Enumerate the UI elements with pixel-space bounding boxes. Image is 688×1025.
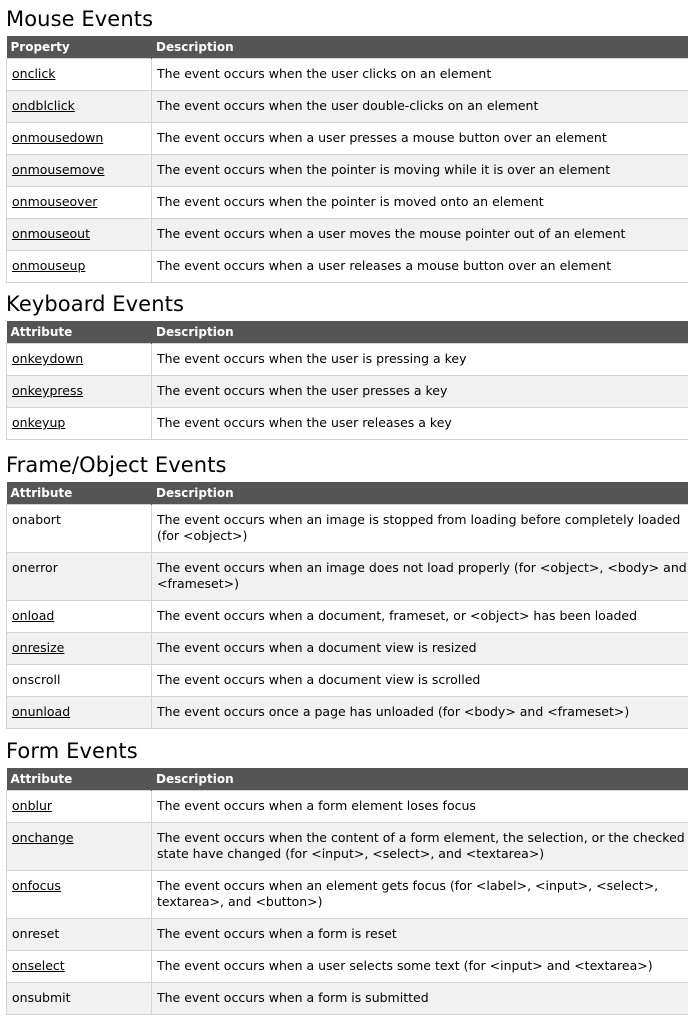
table-row [7,919,688,951]
property-cell [7,91,152,123]
description-cell: The event occurs when the user releases a key [152,408,688,440]
description-cell: The event occurs when a user presses a mouse button over an element [152,123,688,155]
property-link[interactable]: onblur [12,798,53,813]
column-header-description: Description [152,321,688,344]
description-cell: The event occurs once a page has unloaded (for <body> and <frameset>) [152,697,688,729]
table-row [7,601,688,633]
property-link[interactable]: onfocus [12,878,61,893]
property-cell [7,344,152,376]
description-cell: The event occurs when the pointer is moved onto an element [152,187,688,219]
description-cell: The event occurs when a form is reset [152,919,688,951]
property-cell [7,187,152,219]
table-row [7,665,688,697]
description-cell: The event occurs when a document, frameset, or <object> has been loaded [152,601,688,633]
description-cell: The event occurs when the user is pressing a key [152,344,688,376]
table-row [7,553,688,601]
property-name: onsubmit [12,990,71,1005]
section-title: Keyboard Events [6,292,184,316]
description-cell: The event occurs when an image does not load properly (for <object>, <body> and <frameset>) [152,553,688,601]
column-header-property: Property [7,36,152,59]
section-title: Form Events [6,739,138,763]
table-row [7,59,688,91]
events-table [6,36,688,283]
events-table [6,768,688,1015]
property-link[interactable]: onload [12,608,55,623]
description-cell: The event occurs when a user releases a mouse button over an element [152,251,688,283]
description-cell: The event occurs when the user double-clicks on an element [152,91,688,123]
property-cell [7,601,152,633]
column-header-attribute: Attribute [7,321,152,344]
property-cell [7,155,152,187]
section-keyboard-events [0,287,688,440]
section-mouse-events [0,2,688,283]
property-cell [7,871,152,919]
description-cell: The event occurs when a document view is scrolled [152,665,688,697]
property-name: onerror [12,560,58,575]
table-row [7,123,688,155]
property-link[interactable]: onresize [12,640,65,655]
property-link[interactable]: onmousedown [12,130,104,145]
property-cell [7,376,152,408]
table-row [7,344,688,376]
property-cell [7,59,152,91]
property-link[interactable]: onmousemove [12,162,105,177]
property-link[interactable]: onkeyup [12,415,66,430]
description-cell: The event occurs when a form is submitted [152,983,688,1015]
property-cell [7,791,152,823]
events-table [6,482,688,729]
property-link[interactable]: onmouseup [12,258,86,273]
events-table [6,321,688,440]
column-header-description: Description [152,768,688,791]
description-cell: The event occurs when the pointer is moving while it is over an element [152,155,688,187]
property-cell [7,505,152,553]
description-cell: The event occurs when a form element loses focus [152,791,688,823]
section-frame-object-events [0,448,688,729]
property-cell [7,983,152,1015]
description-cell: The event occurs when the user clicks on an element [152,59,688,91]
property-link[interactable]: onmouseout [12,226,90,241]
table-row [7,633,688,665]
description-cell: The event occurs when the user presses a key [152,376,688,408]
column-header-attribute: Attribute [7,768,152,791]
table-row [7,408,688,440]
column-header-description: Description [152,482,688,505]
property-cell [7,919,152,951]
description-cell: The event occurs when an element gets focus (for <label>, <input>, <select>, textarea>, and <button>) [152,871,688,919]
table-row [7,91,688,123]
section-title: Mouse Events [6,7,154,31]
table-row [7,871,688,919]
property-cell [7,123,152,155]
property-cell [7,553,152,601]
property-cell [7,408,152,440]
table-row [7,951,688,983]
section-title: Frame/Object Events [6,453,227,477]
table-header-row [7,36,688,59]
property-cell [7,219,152,251]
description-cell: The event occurs when a user selects some text (for <input> and <textarea>) [152,951,688,983]
property-link[interactable]: onclick [12,66,56,81]
property-link[interactable]: ondblclick [12,98,75,113]
property-cell [7,951,152,983]
column-header-description: Description [152,36,688,59]
table-row [7,697,688,729]
description-cell: The event occurs when a user moves the mouse pointer out of an element [152,219,688,251]
property-cell [7,823,152,871]
property-cell [7,697,152,729]
property-link[interactable]: onchange [12,830,74,845]
table-header-row [7,768,688,791]
property-cell [7,251,152,283]
table-header-row [7,482,688,505]
property-link[interactable]: onunload [12,704,71,719]
section-form-events [0,734,688,1015]
column-header-attribute: Attribute [7,482,152,505]
table-row [7,187,688,219]
property-name: onabort [12,512,61,527]
property-name: onreset [12,926,60,941]
table-row [7,376,688,408]
property-link[interactable]: onmouseover [12,194,98,209]
property-cell [7,633,152,665]
table-row [7,983,688,1015]
table-row [7,791,688,823]
table-header-row [7,321,688,344]
table-row [7,219,688,251]
property-link[interactable]: onselect [12,958,65,973]
table-row [7,505,688,553]
table-row [7,823,688,871]
description-cell: The event occurs when a document view is resized [152,633,688,665]
description-cell: The event occurs when an image is stopped from loading before completely loaded (for <object>) [152,505,688,553]
table-row [7,251,688,283]
table-row [7,155,688,187]
property-cell [7,665,152,697]
property-name: onscroll [12,672,61,687]
description-cell: The event occurs when the content of a form element, the selection, or the checked state have changed (for <input>, <select>, and <textarea>) [152,823,688,871]
property-link[interactable]: onkeydown [12,351,84,366]
property-link[interactable]: onkeypress [12,383,83,398]
